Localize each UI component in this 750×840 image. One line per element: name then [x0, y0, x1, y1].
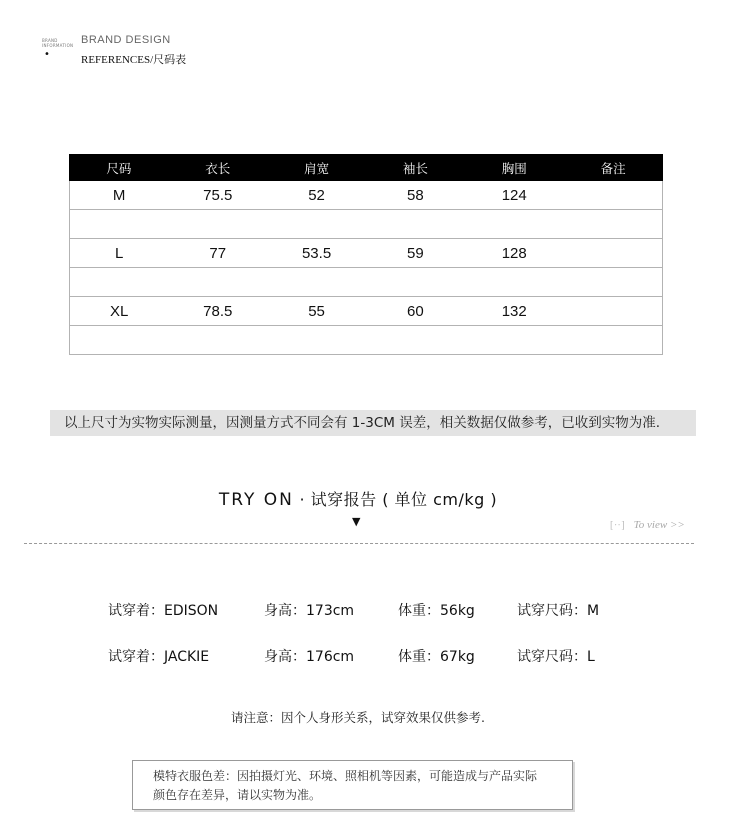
cell-shoulder: 55 — [267, 297, 366, 326]
cell-length — [168, 268, 267, 297]
model-weight: 体重：56kg — [398, 603, 475, 619]
to-view-link[interactable] — [610, 519, 685, 531]
brand-subtitle: REFERENCES/尺码表 — [81, 54, 187, 66]
tryon-separator: · — [299, 490, 306, 509]
cell-sleeve: 59 — [366, 239, 465, 268]
cell-size — [70, 268, 169, 297]
model-name: 试穿着：EDISON — [108, 603, 219, 619]
cell-length — [168, 326, 267, 355]
cell-chest — [465, 326, 564, 355]
tryon-title-cn: 试穿报告 ( 单位 cm/kg ) — [310, 490, 498, 509]
header-shoulder: 肩宽 — [267, 155, 366, 181]
color-difference-remark — [132, 760, 573, 810]
dashed-divider — [24, 543, 694, 544]
table-row — [70, 326, 663, 355]
model-size: 试穿尺码：L — [517, 649, 595, 665]
cell-chest: 124 — [465, 181, 564, 210]
brand-bullet: • — [44, 49, 50, 60]
cell-size — [70, 210, 169, 239]
cell-size: XL — [70, 297, 169, 326]
cell-shoulder: 53.5 — [267, 239, 366, 268]
cell-chest: 128 — [465, 239, 564, 268]
expand-icon: [∙∙] — [610, 520, 626, 531]
cell-remarks — [564, 297, 663, 326]
tryon-heading — [0, 487, 716, 510]
arrow-down-icon: ▼ — [352, 515, 361, 528]
cell-remarks — [564, 181, 663, 210]
header-length: 衣长 — [168, 155, 267, 181]
cell-shoulder: 52 — [267, 181, 366, 210]
measurement-notice: 以上尺寸为实物实际测量，因测量方式不同会有 1-3CM 误差，相关数据仅做参考，已收到实物为准. — [50, 410, 696, 436]
cell-length: 77 — [168, 239, 267, 268]
model-height: 身高：173cm — [264, 603, 355, 619]
cell-length: 75.5 — [168, 181, 267, 210]
header-sleeve: 袖长 — [366, 155, 465, 181]
tryon-note: 请注意：因个人身形关系，试穿效果仅供参考. — [231, 710, 485, 725]
cell-chest — [465, 210, 564, 239]
cell-size: M — [70, 181, 169, 210]
table-row — [70, 268, 663, 297]
cell-sleeve: 58 — [366, 181, 465, 210]
header-size: 尺码 — [70, 155, 169, 181]
cell-remarks — [564, 326, 663, 355]
cell-chest: 132 — [465, 297, 564, 326]
cell-sleeve — [366, 268, 465, 297]
table-row — [70, 210, 663, 239]
size-table-header-row — [70, 155, 663, 181]
model-name: 试穿着：JACKIE — [108, 649, 210, 665]
header-remarks: 备注 — [564, 155, 663, 181]
cell-remarks — [564, 239, 663, 268]
remark-line2: 颜色存在差异，请以实物为准。 — [153, 788, 322, 802]
cell-shoulder — [267, 326, 366, 355]
model-weight: 体重：67kg — [398, 649, 475, 665]
cell-chest — [465, 268, 564, 297]
brand-mini-line2: INFORMATION — [42, 43, 74, 48]
model-height: 身高：176cm — [264, 649, 355, 665]
cell-length: 78.5 — [168, 297, 267, 326]
cell-length — [168, 210, 267, 239]
cell-sleeve — [366, 326, 465, 355]
brand-mini-caption — [42, 38, 73, 48]
table-row — [70, 239, 663, 268]
size-table — [69, 154, 663, 355]
remark-line1: 模特衣服色差：因拍摄灯光、环境、照相机等因素，可能造成与产品实际 — [153, 769, 538, 783]
cell-size: L — [70, 239, 169, 268]
model-size: 试穿尺码：M — [517, 603, 600, 619]
tryon-title-en: TRY ON — [218, 490, 294, 510]
cell-remarks — [564, 210, 663, 239]
table-row — [70, 181, 663, 210]
to-view-label: To view >> — [633, 519, 685, 531]
cell-shoulder — [267, 210, 366, 239]
header-chest: 胸围 — [465, 155, 564, 181]
cell-shoulder — [267, 268, 366, 297]
cell-size — [70, 326, 169, 355]
brand-mini-line1: BRAND — [42, 38, 58, 43]
cell-sleeve — [366, 210, 465, 239]
cell-sleeve: 60 — [366, 297, 465, 326]
table-row — [70, 297, 663, 326]
brand-title: BRAND DESIGN — [81, 34, 171, 46]
cell-remarks — [564, 268, 663, 297]
